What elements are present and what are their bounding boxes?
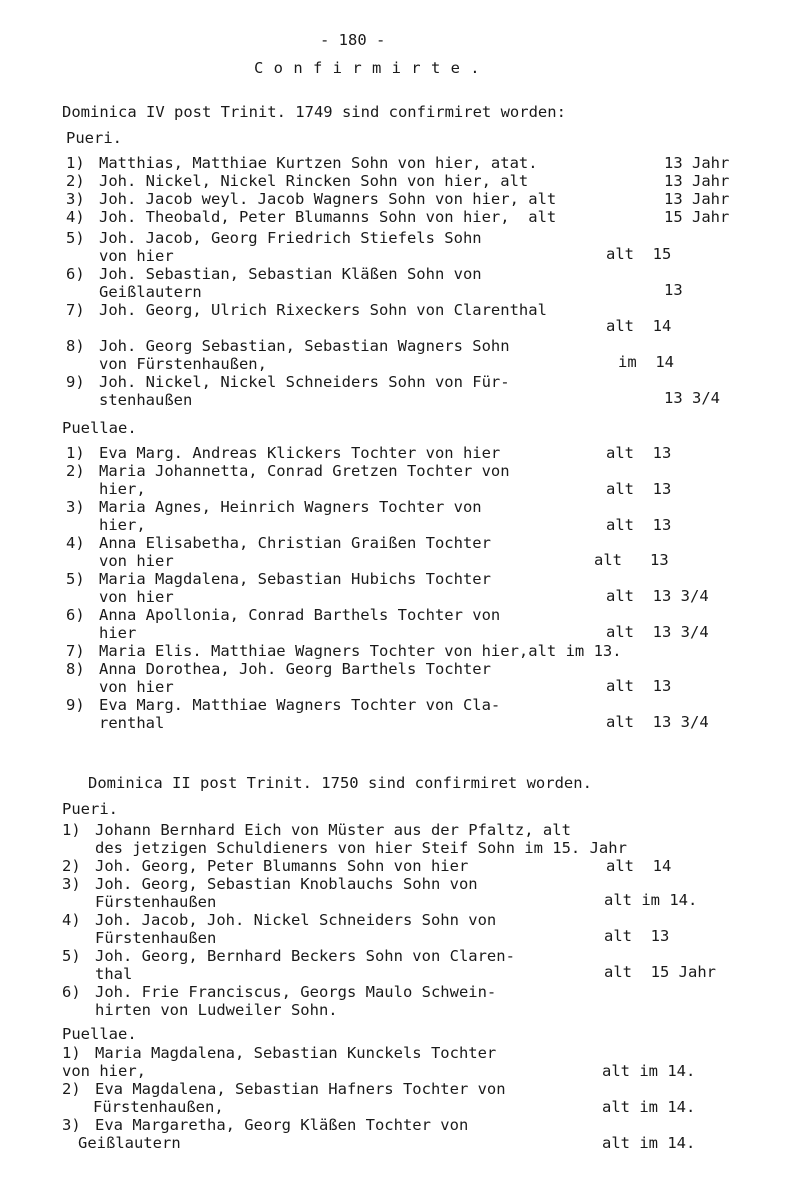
s2-puellae-1-age: alt im 14. (602, 1062, 696, 1080)
section1-pueri-label: Pueri. (66, 129, 122, 147)
s1-puellae-8-text2: von hier (99, 678, 174, 696)
s1-pueri-1-text: Matthias, Matthiae Kurtzen Sohn von hier, atat. (99, 154, 538, 172)
s2-puellae-2-text2: Fürstenhaußen, (93, 1098, 224, 1116)
s2-puellae-2-num: 2) (62, 1080, 81, 1098)
s1-puellae-6-age: alt 13 3/4 (606, 623, 709, 641)
s2-puellae-3-text2: Geißlautern (78, 1134, 181, 1152)
page-title: C o n f i r m i r t e . (254, 59, 481, 77)
s1-puellae-3-text2: hier, (99, 516, 146, 534)
s1-pueri-6-text: Joh. Sebastian, Sebastian Kläßen Sohn von (99, 265, 482, 283)
s2-pueri-5-num: 5) (62, 947, 81, 965)
s1-pueri-8-age: im 14 (618, 353, 674, 371)
s1-puellae-6-text: Anna Apollonia, Conrad Barthels Tochter von (99, 606, 501, 624)
s1-pueri-9-num: 9) (66, 373, 85, 391)
section2-puellae-label: Puellae. (62, 1025, 137, 1043)
s2-pueri-2-text: Joh. Georg, Peter Blumanns Sohn von hier (95, 857, 469, 875)
s1-puellae-8-num: 8) (66, 660, 85, 678)
s1-puellae-1-age: alt 13 (606, 444, 672, 462)
s1-puellae-3-text: Maria Agnes, Heinrich Wagners Tochter von (99, 498, 482, 516)
s1-puellae-9-text2: renthal (99, 714, 165, 732)
s2-pueri-3-text: Joh. Georg, Sebastian Knoblauchs Sohn von (95, 875, 478, 893)
s1-puellae-8-age: alt 13 (606, 677, 672, 695)
s2-pueri-2-age: alt 14 (606, 857, 672, 875)
s2-pueri-1-text: Johann Bernhard Eich von Müster aus der Pfaltz, alt (95, 821, 571, 839)
s2-puellae-1-text: Maria Magdalena, Sebastian Kunckels Tochter (95, 1044, 497, 1062)
s1-pueri-7-num: 7) (66, 301, 85, 319)
s1-puellae-6-num: 6) (66, 606, 85, 624)
s2-pueri-4-text: Joh. Jacob, Joh. Nickel Schneiders Sohn von (95, 911, 497, 929)
s2-puellae-3-age: alt im 14. (602, 1134, 696, 1152)
s1-pueri-2-age: 13 Jahr (664, 172, 730, 190)
s1-pueri-5-text: Joh. Jacob, Georg Friedrich Stiefels Sohn (99, 229, 482, 247)
s1-puellae-2-text: Maria Johannetta, Conrad Gretzen Tochter von (99, 462, 510, 480)
s1-pueri-6-num: 6) (66, 265, 85, 283)
section2-heading: Dominica II post Trinit. 1750 sind confirmiret worden. (88, 774, 592, 792)
s1-pueri-9-age: 13 3/4 (664, 389, 720, 407)
s1-puellae-4-age: alt 13 (594, 551, 669, 569)
s2-pueri-3-num: 3) (62, 875, 81, 893)
s2-pueri-5-text2: thal (95, 965, 133, 983)
s2-pueri-3-age: alt im 14. (604, 891, 698, 909)
s1-pueri-2-num: 2) (66, 172, 85, 190)
s2-pueri-1-num: 1) (62, 821, 81, 839)
s2-puellae-2-text: Eva Magdalena, Sebastian Hafners Tochter von (95, 1080, 506, 1098)
s1-pueri-3-age: 13 Jahr (664, 190, 730, 208)
s1-puellae-8-text: Anna Dorothea, Joh. Georg Barthels Tochter (99, 660, 491, 678)
s1-pueri-4-age: 15 Jahr (664, 208, 730, 226)
s2-pueri-5-text: Joh. Georg, Bernhard Beckers Sohn von Claren- (95, 947, 515, 965)
s1-pueri-2-text: Joh. Nickel, Nickel Rincken Sohn von hier, alt (99, 172, 529, 190)
s1-puellae-9-age: alt 13 3/4 (606, 713, 709, 731)
s2-puellae-2-age: alt im 14. (602, 1098, 696, 1116)
s1-pueri-3-num: 3) (66, 190, 85, 208)
section2-pueri-label: Pueri. (62, 800, 118, 818)
s2-puellae-1-num: 1) (62, 1044, 81, 1062)
s2-puellae-3-text: Eva Margaretha, Georg Kläßen Tochter von (95, 1116, 469, 1134)
s1-puellae-1-text: Eva Marg. Andreas Klickers Tochter von hier (99, 444, 501, 462)
s1-pueri-5-num: 5) (66, 229, 85, 247)
s1-puellae-5-text: Maria Magdalena, Sebastian Hubichs Tochter (99, 570, 491, 588)
s1-puellae-5-age: alt 13 3/4 (606, 587, 709, 605)
s2-pueri-4-age: alt 13 (604, 927, 670, 945)
s1-pueri-7-age: alt 14 (606, 317, 672, 335)
s1-pueri-6-text2: Geißlautern (99, 283, 202, 301)
s2-pueri-2-num: 2) (62, 857, 81, 875)
s1-puellae-7-num: 7) (66, 642, 85, 660)
s1-pueri-1-age: 13 Jahr (664, 154, 730, 172)
s1-pueri-9-text2: stenhaußen (99, 391, 193, 409)
s1-puellae-2-age: alt 13 (606, 480, 672, 498)
page-number: - 180 - (320, 31, 386, 49)
s1-pueri-4-num: 4) (66, 208, 85, 226)
s1-pueri-1-num: 1) (66, 154, 85, 172)
s1-puellae-9-text: Eva Marg. Matthiae Wagners Tochter von Cla- (99, 696, 501, 714)
s2-pueri-6-text2: hirten von Ludweiler Sohn. (95, 1001, 338, 1019)
s1-puellae-2-num: 2) (66, 462, 85, 480)
s2-pueri-3-text2: Fürstenhaußen (95, 893, 217, 911)
s1-puellae-5-text2: von hier (99, 588, 174, 606)
s1-pueri-4-text: Joh. Theobald, Peter Blumanns Sohn von hier, alt (99, 208, 557, 226)
s1-puellae-5-num: 5) (66, 570, 85, 588)
s2-pueri-4-text2: Fürstenhaußen (95, 929, 217, 947)
s1-puellae-9-num: 9) (66, 696, 85, 714)
s1-pueri-9-text: Joh. Nickel, Nickel Schneiders Sohn von Für- (99, 373, 510, 391)
s1-puellae-1-num: 1) (66, 444, 85, 462)
s1-puellae-3-age: alt 13 (606, 516, 672, 534)
s1-pueri-8-text: Joh. Georg Sebastian, Sebastian Wagners Sohn (99, 337, 510, 355)
s2-pueri-6-num: 6) (62, 983, 81, 1001)
s1-puellae-4-num: 4) (66, 534, 85, 552)
section1-puellae-label: Puellae. (62, 419, 137, 437)
s1-pueri-3-text: Joh. Jacob weyl. Jacob Wagners Sohn von hier, alt (99, 190, 557, 208)
s1-pueri-5-text2: von hier (99, 247, 174, 265)
s2-pueri-5-age: alt 15 Jahr (604, 963, 716, 981)
s2-puellae-3-num: 3) (62, 1116, 81, 1134)
s1-puellae-7-text: Maria Elis. Matthiae Wagners Tochter von hier,alt im 13. (99, 642, 622, 660)
s1-puellae-4-text2: von hier (99, 552, 174, 570)
s1-pueri-6-age: 13 (664, 281, 683, 299)
s2-pueri-6-text: Joh. Frie Franciscus, Georgs Maulo Schwein- (95, 983, 497, 1001)
s1-pueri-8-num: 8) (66, 337, 85, 355)
s1-puellae-4-text: Anna Elisabetha, Christian Graißen Tochter (99, 534, 491, 552)
s1-pueri-5-age: alt 15 (606, 245, 672, 263)
section1-heading: Dominica IV post Trinit. 1749 sind confirmiret worden: (62, 103, 566, 121)
s2-pueri-1-text2: des jetzigen Schuldieners von hier Steif Sohn im 15. Jahr (95, 839, 627, 857)
s2-pueri-4-num: 4) (62, 911, 81, 929)
s1-puellae-6-text2: hier (99, 624, 137, 642)
s1-pueri-7-text: Joh. Georg, Ulrich Rixeckers Sohn von Clarenthal (99, 301, 547, 319)
s1-pueri-8-text2: von Fürstenhaußen, (99, 355, 267, 373)
s1-puellae-2-text2: hier, (99, 480, 146, 498)
s1-puellae-3-num: 3) (66, 498, 85, 516)
s2-puellae-1-text2: von hier, (62, 1062, 146, 1080)
